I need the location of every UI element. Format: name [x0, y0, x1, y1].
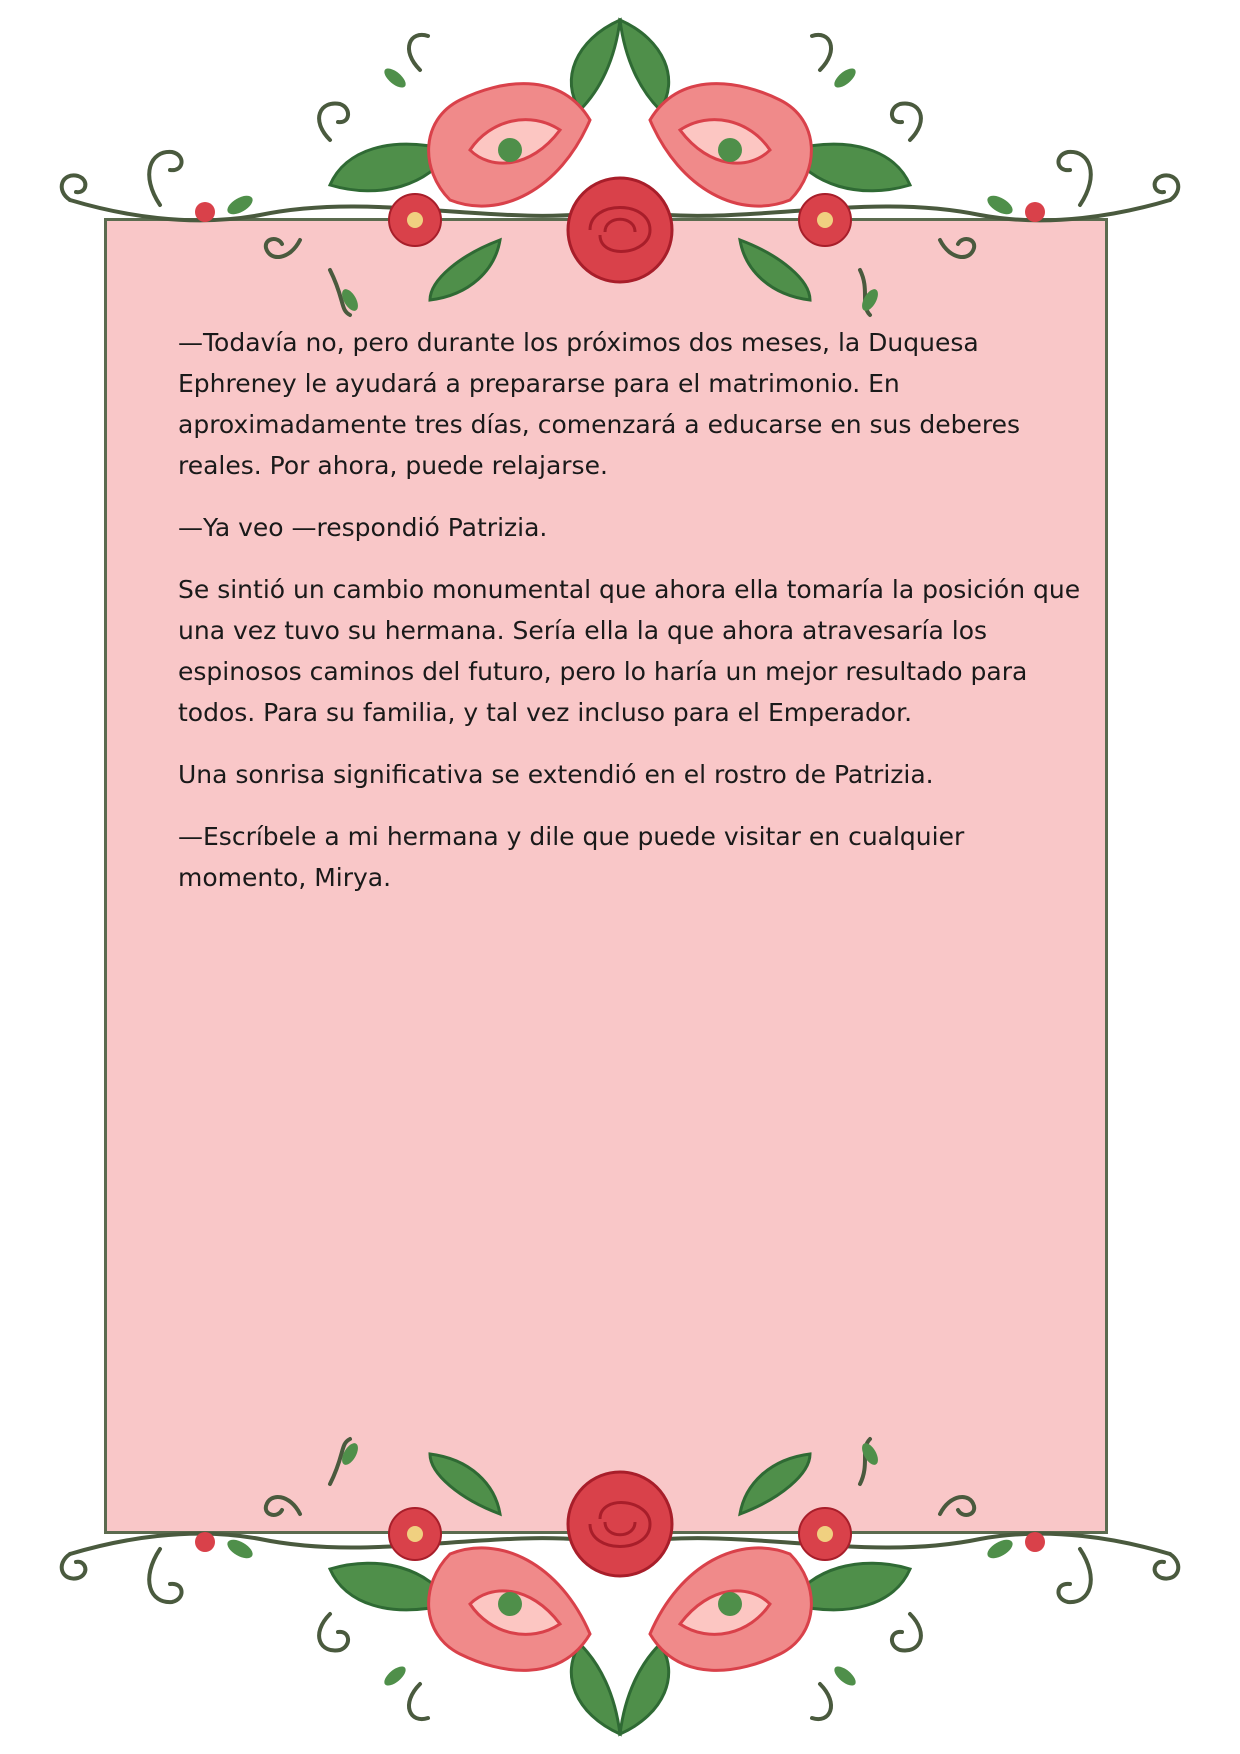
body-text — [178, 322, 1088, 919]
paragraph-2: —Ya veo —respondió Patrizia. — [178, 513, 548, 542]
floral-garland-bottom-icon — [0, 1414, 1240, 1754]
paragraph-1: —Todavía no, pero durante los próximos dos meses, la Duquesa Ephreney le ayudará a prepararse para el matrimonio. En aproximadamente tres días, comenzará a educarse en sus deberes reales. Por ahora, puede relajarse. — [178, 328, 1021, 480]
paragraph-5: —Escríbele a mi hermana y dile que puede visitar en cualquier momento, Mirya. — [178, 822, 965, 892]
paragraph-3: Se sintió un cambio monumental que ahora ella tomaría la posición que una vez tuvo su hermana. Sería ella la que ahora atravesaría los espinosos caminos del futuro, pero lo haría un mejor resultado para todos. Para su familia, y tal vez incluso para el Emperador. — [178, 575, 1081, 727]
floral-garland-top-icon — [0, 0, 1240, 340]
paragraph-4: Una sonrisa significativa se extendió en el rostro de Patrizia. — [178, 760, 934, 789]
